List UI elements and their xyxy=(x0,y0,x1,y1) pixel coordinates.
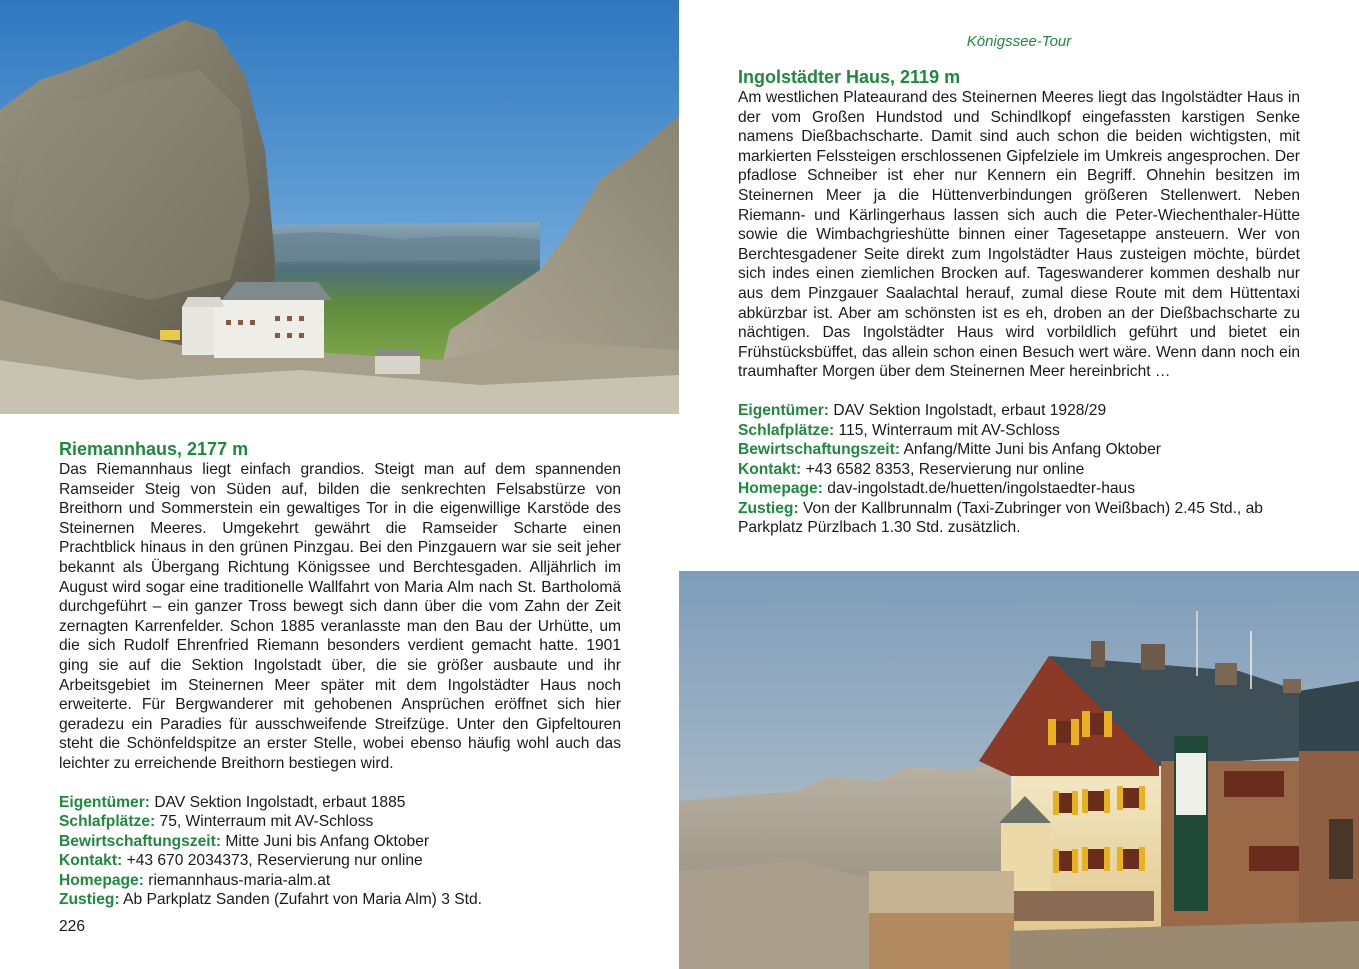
fact-beds: Schlafplätze: 115, Winterraum mit AV-Schloss xyxy=(738,421,1060,439)
fact-beds: Schlafplätze: 75, Winterraum mit AV-Schloss xyxy=(59,813,374,831)
fact-season: Bewirtschaftungszeit: Anfang/Mitte Juni bis Anfang Oktober xyxy=(738,441,1161,459)
fact-owner: Eigentümer: DAV Sektion Ingolstadt, erbaut 1885 xyxy=(59,793,406,811)
homepage-link: riemannhaus-maria-alm.at xyxy=(148,871,331,889)
fact-access: Zustieg: Ab Parkplatz Sanden (Zufahrt von Maria Alm) 3 Std. xyxy=(59,891,482,909)
fact-contact: Kontakt: +43 6582 8353, Reservierung nur online xyxy=(738,460,1085,478)
riemannhaus-description: Das Riemannhaus liegt einfach grandios. Steigt man auf dem spannenden Ramseider Steig von Süden auf, bilden die senkrechten Felsabstürze von Breithorn und Sommerstein ein gewaltiges Tor in die eigenwillige Karstöde des Steinernen Meeres. Umgekehrt gewährt die Ramseider Scharte einen Prachtblick hinaus in den grünen Pinzgau. Bei den Pinzgauern war sie seit jeher bekannt als Übergang Richtung Königssee und Berchtesgaden. Alljährlich im August wird sogar eine traditionelle Wallfahrt von Maria Alm nach St. Bartholomä durchgeführt – ein ganzer Tross bewegt sich dann über die vom Zahn der Zeit zernagten Karrenfelder. Schon 1885 veranlasste man den Bau der Urhütte, um die sich Rudolf Ehrenfried Riemann besonders verdient gemacht hatte. 1901 ging sie auf die Sektion Ingolstadt über, die sie größer ausbaute und ihr Arbeitsgebiet im Steinernen Meer später mit dem Ingolstädter Haus noch erweiterte. Für Bergwanderer mit gehobenen Ansprüchen eröffnet sich hier geradezu ein Paradies für ausschweifende Streifzüge. Unter den Gipfeltouren steht die Schönfeldspitze an erster Stelle, wobei ebenso häufig wohl auch das leichter zu erreichende Breithorn bestiegen wird. xyxy=(59,461,621,772)
ingolstaedter-haus-section xyxy=(738,66,1300,538)
fact-homepage: Homepage: dav-ingolstadt.de/huetten/ingolstaedter-haus xyxy=(738,480,1136,498)
riemannhaus-section xyxy=(59,438,621,910)
riemannhaus-photo-image xyxy=(0,0,679,414)
ingolstaedter-haus-description: Am westlichen Plateaurand des Steinernen Meeres liegt das Ingolstädter Haus in der vom Großen Hundstod und Schindlkopf eingefassten karstigen Senke namens Dießbachscharte. Damit sind auch schon die beiden wichtigsten, mit markierten Felssteigen erschlossenen Gipfelziele im Umkreis angesprochen. Der pfadlose Schneiber ist eher nur Kennern ein Begriff. Ohnehin besitzen im Steinernen Meer ja die Hüttenverbindungen größeren Stellenwert. Neben Riemann- und Kärlingerhaus lassen sich auch die Peter-Wiechenthaler-Hütte sowie die Wimbachgrieshütte binnen einer Tagesetappe ansteuern. Wer von Berchtesgadener Seite direkt zum Ingolstädter Haus zusteigen möchte, bürdet sich indes einen ziemlichen Brocken auf. Tageswanderer kommen deshalb nur aus dem Pinzgauer Saalachtal herauf, zumal diese Route mit dem Hüttentaxi abkürzbar ist. Aber am schönsten ist es eh, droben an der Dießbachscharte zu nächtigen. Das Ingolstädter Haus wird vorbildlich geführt und bietet ein Frühstücksbüffet, das allein schon einen Besuch wert wäre. Wenn dann noch ein traumhafter Morgen über dem Steinernen Meer hereinbricht … xyxy=(738,89,1300,381)
ingolstaedter-haus-photo-image xyxy=(679,571,1359,969)
fact-access: Zustieg: Von der Kallbrunnalm (Taxi-Zubringer von Weißbach) 2.45 Std., ab Parkplatz Pürzlbach 1.30 Std. zusätzlich. xyxy=(738,499,1263,537)
ingolstaedter-haus-photo xyxy=(679,571,1359,969)
riemannhaus-title: Riemannhaus, 2177 m xyxy=(59,439,249,459)
ingolstaedter-haus-facts xyxy=(738,401,1300,538)
ingolstaedter-haus-title: Ingolstädter Haus, 2119 m xyxy=(738,67,961,87)
homepage-link: dav-ingolstadt.de/huetten/ingolstaedter-haus xyxy=(827,480,1136,498)
riemannhaus-photo xyxy=(0,0,679,414)
riemannhaus-facts xyxy=(59,793,621,911)
fact-contact: Kontakt: +43 670 2034373, Reservierung nur online xyxy=(59,852,423,870)
page-number: 226 xyxy=(59,918,86,935)
running-head: Königssee-Tour xyxy=(966,33,1072,50)
fact-homepage: Homepage: riemannhaus-maria-alm.at xyxy=(59,871,331,889)
fact-owner: Eigentümer: DAV Sektion Ingolstadt, erbaut 1928/29 xyxy=(738,401,1107,419)
fact-season: Bewirtschaftungszeit: Mitte Juni bis Anfang Oktober xyxy=(59,832,430,850)
